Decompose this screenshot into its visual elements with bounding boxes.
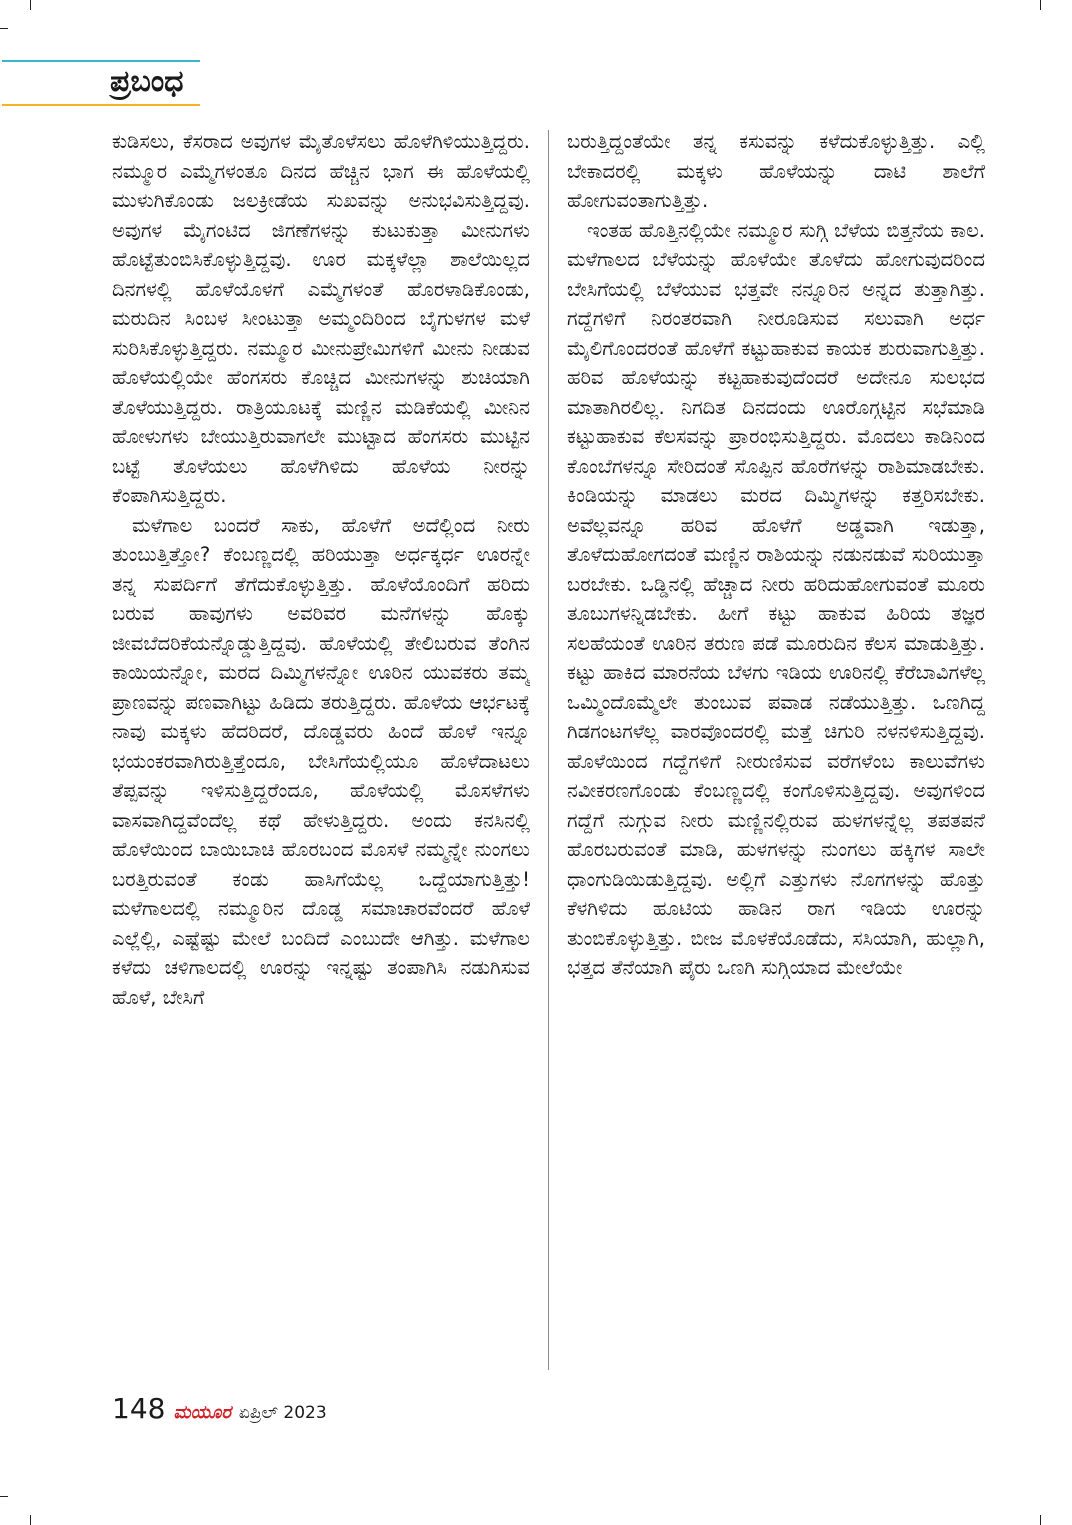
paragraph: ಬರುತ್ತಿದ್ದಂತೆಯೇ ತನ್ನ ಕಸುವನ್ನು ಕಳೆದುಕೊಳ್ಳುತ್ತಿತ್ತು. ಎಲ್ಲಿ ಬೇಕಾದರಲ್ಲಿ ಮಕ್ಕಳು ಹೊಳೆಯನ್ನು ದಾಟಿ ಶಾಲೆಗೆ ಹೋಗುವಂತಾಗುತ್ತಿತ್ತು. bbox=[567, 130, 985, 212]
page-number: 148 bbox=[112, 1392, 166, 1425]
section-title: ಪ್ರಬಂಧ bbox=[110, 64, 184, 99]
crop-mark-left-top bbox=[0, 28, 8, 29]
paragraph: ಮಳೆಗಾಲ ಬಂದರೆ ಸಾಕು, ಹೊಳೆಗೆ ಅದೆಲ್ಲಿಂದ ನೀರು ತುಂಬುತ್ತಿತ್ತೋ? ಕೆಂಬಣ್ಣದಲ್ಲಿ ಹರಿಯುತ್ತಾ ಅರ್ಧಕ್ಕರ್ಧ ಊರನ್ನೇ ತನ್ನ ಸುಪರ್ದಿಗೆ ತೆಗೆದುಕೊಳ್ಳುತ್ತಿತ್ತು. ಹೊಳೆಯೊಂದಿಗೆ ಹರಿದು ಬರುವ ಹಾವುಗಳು ಅವರಿವರ ಮನೆಗಳನ್ನು ಹೊಕ್ಕು ಜೀವಬೆದರಿಕೆಯನ್ನೊಡ್ಡುತ್ತಿದ್ದವು. ಹೊಳೆಯಲ್ಲಿ ತೇಲಿಬರುವ ತೆಂಗಿನ ಕಾಯಿಯನ್ನೋ, ಮರದ ದಿಮ್ಮಿಗಳನ್ನೋ ಊರಿನ ಯುವಕರು ತಮ್ಮ ಪ್ರಾಣವನ್ನು ಪಣವಾಗಿಟ್ಟು ಹಿಡಿದು ತರುತ್ತಿದ್ದರು. ಹೊಳೆಯ ಆರ್ಭಟಕ್ಕೆ ನಾವು ಮಕ್ಕಳು ಹೆದರಿದರೆ, ದೊಡ್ಡವರು ಹಿಂದೆ ಹೊಳೆ ಇನ್ನೂ ಭಯಂಕರವಾಗಿರುತ್ತಿತ್ತೆಂದೂ, ಬೇಸಿಗೆಯಲ್ಲಿಯೂ ಹೊಳೆದಾಟಲು ತೆಪ್ಪವನ್ನು ಇಳಿಸುತ್ತಿದ್ದರೆಂದೂ, ಹೊಳೆಯಲ್ಲಿ ಮೊಸಳೆಗಳು ವಾಸವಾಗಿದ್ದವೆಂದೆಲ್ಲ ಕಥೆ ಹೇಳುತ್ತಿದ್ದರು. ಅಂದು ಕನಸಿನಲ್ಲಿ ಹೊಳೆಯಿಂದ ಬಾಯಿಬಾಚಿ ಹೊರಬಂದ ಮೊಸಳೆ ನಮ್ಮನ್ನೇ ನುಂಗಲು ಬರತ್ತಿರುವಂತೆ ಕಂಡು ಹಾಸಿಗೆಯೆಲ್ಲ ಒದ್ದೆಯಾಗುತ್ತಿತ್ತು! ಮಳೆಗಾಲದಲ್ಲಿ ನಮ್ಮೂರಿನ ದೊಡ್ಡ ಸಮಾಚಾರವೆಂದರೆ ಹೊಳೆ ಎಲ್ಲೆಲ್ಲಿ, ಎಷ್ಟೆಷ್ಟು ಮೇಲೆ ಬಂದಿದೆ ಎಂಬುದೇ ಆಗಿತ್ತು. ಮಳೆಗಾಲ ಕಳೆದು ಚಳಿಗಾಲದಲ್ಲಿ ಊರನ್ನು ಇನ್ನಷ್ಟು ತಂಪಾಗಿಸಿ ನಡುಗಿಸುವ ಹೊಳೆ, ಬೇಸಿಗೆ bbox=[112, 513, 530, 1009]
paragraph: ಕುಡಿಸಲು, ಕೆಸರಾದ ಅವುಗಳ ಮೈತೊಳೆಸಲು ಹೊಳೆಗಿಳಿಯುತ್ತಿದ್ದರು. ನಮ್ಮೂರ ಎಮ್ಮೆಗಳಂತೂ ದಿನದ ಹೆಚ್ಚಿನ ಭಾಗ ಈ ಹೊಳೆಯಲ್ಲಿ ಮುಳುಗಿಕೊಂಡು ಜಲಕ್ರೀಡೆಯ ಸುಖವನ್ನು ಅನುಭವಿಸುತ್ತಿದ್ದವು. ಅವುಗಳ ಮೈಗಂಟಿದ ಜಿಗಣೆಗಳನ್ನು ಕುಟುಕುತ್ತಾ ಮೀನುಗಳು ಹೊಟ್ಟೆತುಂಬಿಸಿಕೊಳ್ಳುತ್ತಿದ್ದವು. ಊರ ಮಕ್ಕಳೆಲ್ಲಾ ಶಾಲೆಯಿಲ್ಲದ ದಿನಗಳಲ್ಲಿ ಹೊಳೆಯೊಳಗೆ ಎಮ್ಮೆಗಳಂತೆ ಹೊರಳಾಡಿಕೊಂಡು, ಮರುದಿನ ಸಿಂಬಳ ಸೀಂಟುತ್ತಾ ಅಮ್ಮಂದಿರಿಂದ ಬೈಗುಳಗಳ ಮಳೆ ಸುರಿಸಿಕೊಳ್ಳುತ್ತಿದ್ದರು. ನಮ್ಮೂರ ಮೀನುಪ್ರೇಮಿಗಳಿಗೆ ಮೀನು ನೀಡುವ ಹೊಳೆಯಲ್ಲಿಯೇ ಹೆಂಗಸರು ಕೊಚ್ಚಿದ ಮೀನುಗಳನ್ನು ಶುಚಿಯಾಗಿ ತೊಳೆಯುತ್ತಿದ್ದರು. ರಾತ್ರಿಯೂಟಕ್ಕೆ ಮಣ್ಣಿನ ಮಡಿಕೆಯಲ್ಲಿ ಮೀನಿನ ಹೋಳುಗಳು ಬೇಯುತ್ತಿರುವಾಗಲೇ ಮುಟ್ಟಾದ ಹೆಂಗಸರು ಮುಟ್ಟಿನ ಬಟ್ಟೆ ತೊಳೆಯಲು ಹೊಳೆಗಿಳಿದು ಹೊಳೆಯ ನೀರನ್ನು ಕೆಂಪಾಗಿಸುತ್ತಿದ್ದರು. bbox=[112, 130, 530, 507]
article-column-left bbox=[112, 127, 530, 1372]
magazine-logo: ಮಯೂರ bbox=[173, 1402, 231, 1423]
issue-date: ಏಪ್ರಿಲ್ 2023 bbox=[238, 1403, 327, 1423]
crop-mark-top-left bbox=[30, 0, 31, 10]
crop-mark-bottom-left bbox=[30, 1515, 31, 1525]
page-footer bbox=[112, 1392, 327, 1425]
header-accent-line-bottom bbox=[2, 104, 200, 106]
column-divider bbox=[548, 130, 549, 1370]
crop-mark-bottom-right bbox=[1040, 1515, 1041, 1525]
paragraph: ಇಂತಹ ಹೊತ್ತಿನಲ್ಲಿಯೇ ನಮ್ಮೂರ ಸುಗ್ಗಿ ಬೆಳೆಯ ಬಿತ್ತನೆಯ ಕಾಲ. ಮಳೆಗಾಲದ ಬೆಳೆಯನ್ನು ಹೊಳೆಯೇ ತೊಳೆದು ಹೋಗುವುದರಿಂದ ಬೇಸಿಗೆಯಲ್ಲಿ ಬೆಳೆಯುವ ಭತ್ತವೇ ನನ್ನೂರಿನ ಅನ್ನದ ತುತ್ತಾಗಿತ್ತು. ಗದ್ದೆಗಳಿಗೆ ನಿರಂತರವಾಗಿ ನೀರೂಡಿಸುವ ಸಲುವಾಗಿ ಅರ್ಧ ಮೈಲಿಗೊಂದರಂತೆ ಹೊಳೆಗೆ ಕಟ್ಟುಹಾಕುವ ಕಾಯಕ ಶುರುವಾಗುತ್ತಿತ್ತು. ಹರಿವ ಹೊಳೆಯನ್ನು ಕಟ್ಟಹಾಕುವುದೆಂದರೆ ಅದೇನೂ ಸುಲಭದ ಮಾತಾಗಿರಲಿಲ್ಲ. ನಿಗದಿತ ದಿನದಂದು ಊರೊಗ್ಗಟ್ಟಿನ ಸಭೆಮಾಡಿ ಕಟ್ಟುಹಾಕುವ ಕೆಲಸವನ್ನು ಪ್ರಾರಂಭಿಸುತ್ತಿದ್ದರು. ಮೊದಲು ಕಾಡಿನಿಂದ ಕೊಂಬೆಗಳನ್ನೂ ಸೇರಿದಂತೆ ಸೊಪ್ಪಿನ ಹೊರೆಗಳನ್ನು ರಾಶಿಮಾಡಬೇಕು. ಕಿಂಡಿಯನ್ನು ಮಾಡಲು ಮರದ ದಿಮ್ಮಿಗಳನ್ನು ಕತ್ತರಿಸಬೇಕು. ಅವೆಲ್ಲವನ್ನೂ ಹರಿವ ಹೊಳೆಗೆ ಅಡ್ಡವಾಗಿ ಇಡುತ್ತಾ, ತೊಳೆದುಹೋಗದಂತೆ ಮಣ್ಣಿನ ರಾಶಿಯನ್ನು ನಡುನಡುವೆ ಸುರಿಯುತ್ತಾ ಬರಬೇಕು. ಒಡ್ಡಿನಲ್ಲಿ ಹೆಚ್ಚಾದ ನೀರು ಹರಿದುಹೋಗುವಂತೆ ಮೂರು ತೂಬುಗಳನ್ನಿಡಬೇಕು. ಹೀಗೆ ಕಟ್ಟು ಹಾಕುವ ಹಿರಿಯ ತಜ್ಞರ ಸಲಹೆಯಂತೆ ಊರಿನ ತರುಣ ಪಡೆ ಮೂರುದಿನ ಕೆಲಸ ಮಾಡುತ್ತಿತ್ತು. ಕಟ್ಟು ಹಾಕಿದ ಮಾರನೆಯ ಬೆಳಗು ಇಡಿಯ ಊರಿನಲ್ಲಿ ಕೆರೆಬಾವಿಗಳೆಲ್ಲ ಒಮ್ಮಿಂದೊಮ್ಮೆಲೇ ತುಂಬುವ ಪವಾಡ ನಡೆಯುತ್ತಿತ್ತು. ಒಣಗಿದ್ದ ಗಿಡಗಂಟಗಳೆಲ್ಲ ವಾರವೊಂದರಲ್ಲಿ ಮತ್ತೆ ಚಿಗುರಿ ನಳನಳಿಸುತ್ತಿದ್ದವು. ಹೊಳೆಯಿಂದ ಗದ್ದೆಗಳಿಗೆ ನೀರುಣಿಸುವ ವರೆಗಳೆಂಬ ಕಾಲುವೆಗಳು ನವೀಕರಣಗೊಂಡು ಕೆಂಬಣ್ಣದಲ್ಲಿ ಕಂಗೊಳಿಸುತ್ತಿದ್ದವು. ಅವುಗಳಿಂದ ಗದ್ದೆಗೆ ನುಗ್ಗುವ ನೀರು ಮಣ್ಣಿನಲ್ಲಿರುವ ಹುಳಗಳನ್ನೆಲ್ಲ ತಪತಪನೆ ಹೊರಬರುವಂತೆ ಮಾಡಿ, ಹುಳಗಳನ್ನು ನುಂಗಲು ಹಕ್ಕಿಗಳ ಸಾಲೇ ಧಾಂಗುಡಿಯಿಡುತ್ತಿದ್ದವು. ಅಲ್ಲಿಗೆ ಎತ್ತುಗಳು ನೊಗಗಳನ್ನು ಹೊತ್ತು ಕೆಳಗಿಳಿದು ಹೂಟಿಯ ಹಾಡಿನ ರಾಗ ಇಡಿಯ ಊರನ್ನು ತುಂಬಿಕೊಳ್ಳುತ್ತಿತ್ತು. ಬೀಜ ಮೊಳಕೆಯೊಡೆದು, ಸಸಿಯಾಗಿ, ಹುಲ್ಲಾಗಿ, ಭತ್ತದ ತೆನೆಯಾಗಿ ಪೈರು ಒಣಗಿ ಸುಗ್ಗಿಯಾದ ಮೇಲೆಯೇ bbox=[567, 218, 985, 979]
crop-mark-top-right bbox=[1040, 0, 1041, 10]
crop-mark-left-bottom bbox=[0, 1496, 8, 1497]
header-accent-line-top bbox=[2, 60, 200, 62]
article-column-right bbox=[567, 127, 985, 1372]
